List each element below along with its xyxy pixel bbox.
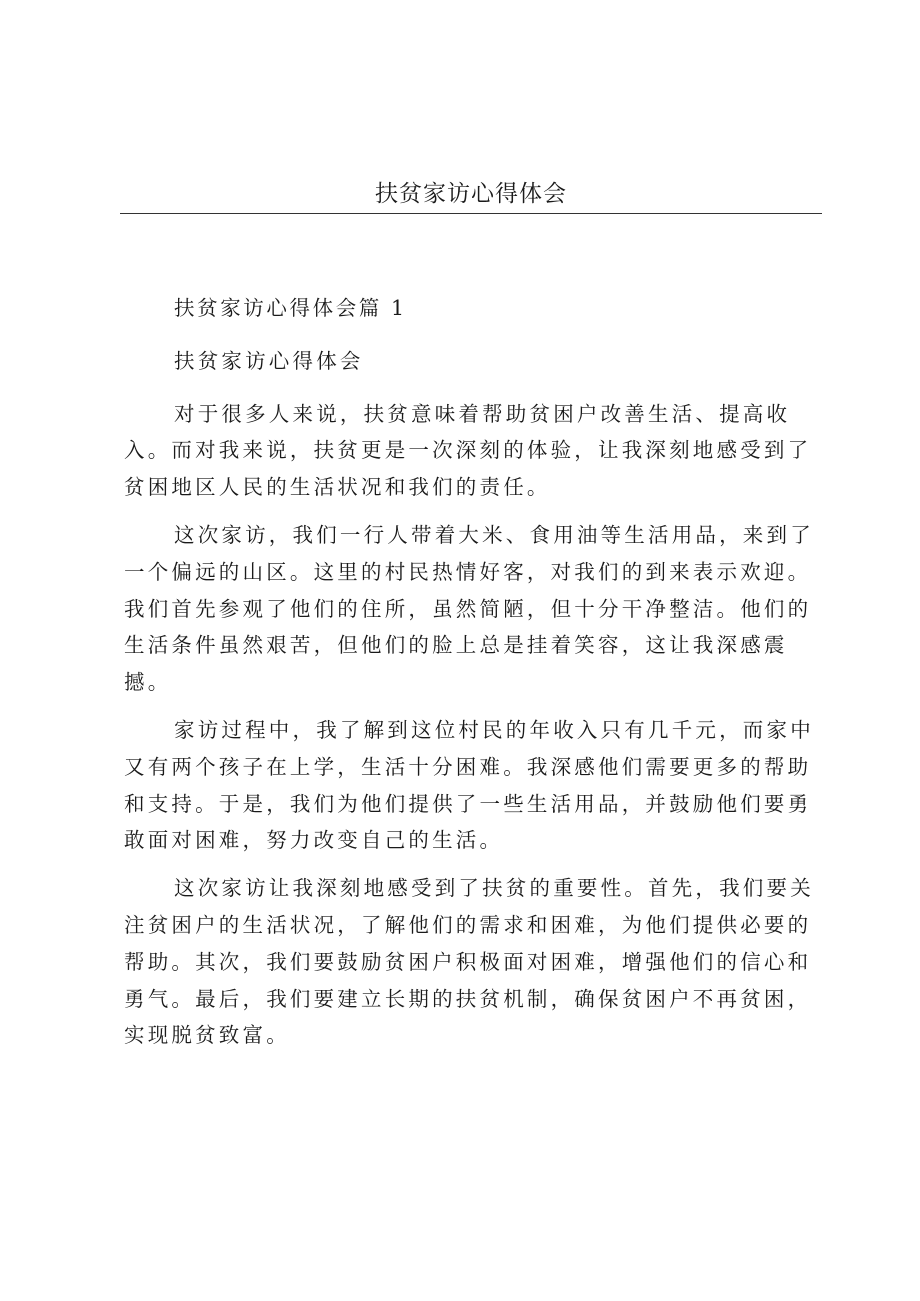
article-subtitle: 扶贫家访心得体会: [174, 348, 364, 373]
paragraph: 这次家访让我深刻地感受到了扶贫的重要性。首先，我们要关注贫困户的生活状况，了解他们的需求和困难，为他们提供必要的帮助。其次，我们要鼓励贫困户积极面对困难，增强他们的信心和勇气。最后，我们要建立长期的扶贫机制，确保贫困户不再贫困，实现脱贫致富。: [124, 876, 814, 1048]
paragraph: 这次家访，我们一行人带着大米、食用油等生活用品，来到了一个偏远的山区。这里的村民热情好客，对我们的到来表示欢迎。我们首先参观了他们的住所，虽然简陋，但十分干净整洁。他们的生活条件虽然艰苦，但他们的脸上总是挂着笑容，这让我深感震撼。: [124, 522, 814, 695]
paragraph: 家访过程中，我了解到这位村民的年收入只有几千元，而家中又有两个孩子在上学，生活十分困难。我深感他们需要更多的帮助和支持。于是，我们为他们提供了一些生活用品，并鼓励他们要勇敢面对困难，努力改变自己的生活。: [124, 717, 814, 853]
paragraph: 对于很多人来说，扶贫意味着帮助贫困户改善生活、提高收入。而对我来说，扶贫更是一次深刻的体验，让我深刻地感受到了贫困地区人民的生活状况和我们的责任。: [124, 401, 812, 500]
document-body: [124, 290, 832, 1065]
section-heading: 扶贫家访心得体会篇 1: [174, 296, 407, 320]
title-underline: [120, 213, 822, 214]
document-title: 扶贫家访心得体会: [375, 181, 567, 207]
